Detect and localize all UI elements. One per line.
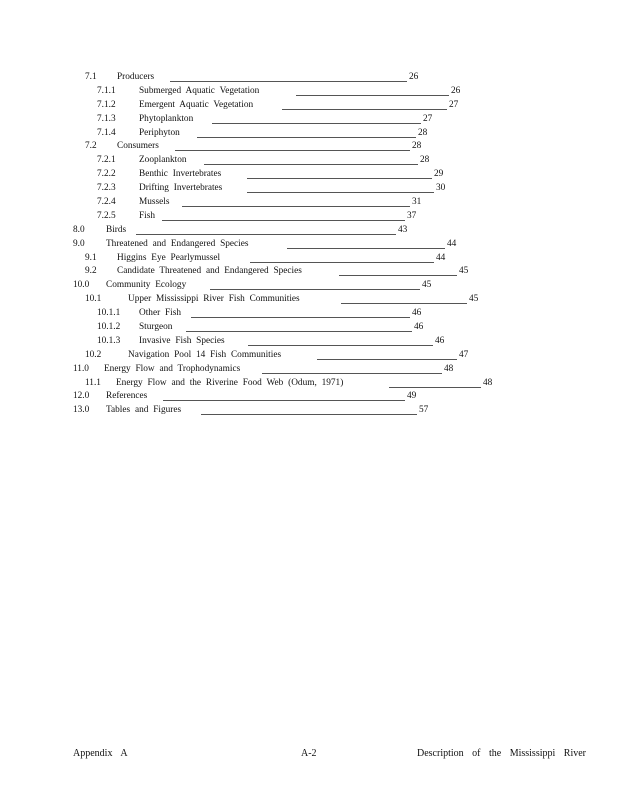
toc-section-title: Fish: [139, 210, 156, 221]
toc-section-number: 10.0: [73, 280, 90, 291]
toc-leader-line: [339, 275, 457, 276]
toc-section-title: Other Fish: [139, 308, 182, 319]
toc-section-title: Submerged Aquatic Vegetation: [139, 85, 260, 96]
footer-document-title: Description of the Mississippi River: [417, 748, 586, 759]
toc-page-number: 27: [449, 99, 459, 110]
toc-page-number: 57: [419, 405, 429, 416]
toc-leader-line: [287, 248, 445, 249]
toc-section-title: Energy Flow and the Riverine Food Web (Odum, 1971): [116, 377, 344, 388]
toc-section-number: 12.0: [73, 391, 90, 402]
toc-leader-line: [341, 303, 467, 304]
toc-entry: [0, 307, 618, 321]
toc-entry: [0, 363, 618, 377]
toc-entry: [0, 404, 618, 418]
toc-entry: [0, 390, 618, 404]
toc-page-number: 37: [407, 210, 417, 221]
toc-section-title: Birds: [106, 224, 127, 235]
toc-entry: [0, 113, 618, 127]
toc-section-title: Invasive Fish Species: [139, 335, 225, 346]
toc-entry: [0, 85, 618, 99]
toc-section-number: 13.0: [73, 405, 90, 416]
toc-entry: [0, 377, 618, 391]
toc-section-title: Drifting Invertebrates: [139, 183, 223, 194]
toc-entry: [0, 224, 618, 238]
toc-section-title: Tables and Figures: [106, 405, 182, 416]
toc-leader-line: [186, 331, 412, 332]
toc-page-number: 30: [436, 183, 446, 194]
toc-leader-line: [170, 81, 407, 82]
footer-page-number: A-2: [301, 748, 317, 759]
toc-entry: [0, 182, 618, 196]
toc-section-number: 10.1.2: [97, 322, 121, 333]
toc-leader-line: [136, 234, 396, 235]
toc-page-number: 48: [444, 363, 454, 374]
toc-leader-line: [210, 289, 420, 290]
toc-leader-line: [317, 359, 457, 360]
toc-section-number: 7.2.4: [97, 197, 116, 208]
toc-section-number: 7.2: [85, 141, 97, 152]
toc-entry: [0, 196, 618, 210]
toc-leader-line: [201, 414, 417, 415]
toc-section-title: Higgins Eye Pearlymussel: [117, 252, 221, 263]
toc-section-title: References: [106, 391, 148, 402]
toc-leader-line: [389, 387, 481, 388]
toc-section-number: 7.1: [85, 72, 97, 82]
toc-leader-line: [248, 345, 433, 346]
toc-section-number: 8.0: [73, 224, 85, 235]
toc-page-number: 45: [459, 266, 469, 277]
toc-page-number: 44: [436, 252, 446, 263]
toc-section-number: 9.0: [73, 238, 85, 249]
toc-section-title: Phytoplankton: [139, 113, 194, 124]
toc-section-title: Consumers: [117, 141, 159, 152]
toc-section-number: 10.1.3: [97, 335, 121, 346]
toc-section-title: Emergent Aquatic Vegetation: [139, 99, 254, 110]
toc-entry: [0, 168, 618, 182]
toc-page-number: 27: [423, 113, 433, 124]
toc-leader-line: [175, 150, 410, 151]
toc-entry: [0, 140, 618, 154]
toc-entry: [0, 154, 618, 168]
toc-leader-line: [162, 220, 405, 221]
toc-entry: [0, 349, 618, 363]
toc-section-title: Benthic Invertebrates: [139, 169, 222, 180]
toc-page-number: 45: [422, 280, 432, 291]
toc-leader-line: [247, 192, 434, 193]
toc-section-title: Zooplankton: [139, 155, 187, 166]
toc-page-number: 43: [398, 224, 408, 235]
toc-page-number: 46: [412, 308, 422, 319]
toc-section-title: Navigation Pool 14 Fish Communities: [128, 349, 282, 360]
toc-entry: [0, 238, 618, 252]
toc-leader-line: [212, 123, 421, 124]
toc-entry: [0, 252, 618, 266]
footer-appendix-label: Appendix A: [73, 748, 128, 759]
toc-section-title: Upper Mississippi River Fish Communities: [128, 294, 300, 305]
toc-section-number: 7.2.3: [97, 183, 116, 194]
toc-section-number: 7.2.5: [97, 210, 116, 221]
toc-section-number: 11.0: [73, 363, 89, 374]
toc-section-number: 9.1: [85, 252, 97, 263]
toc-page-number: 47: [459, 349, 469, 360]
toc-leader-line: [191, 317, 410, 318]
toc-page-number: 46: [414, 322, 424, 333]
toc-section-number: 10.1.1: [97, 308, 121, 319]
toc-section-title: Energy Flow and Trophodynamics: [104, 363, 241, 374]
toc-section-title: Mussels: [139, 197, 170, 208]
toc-section-number: 7.1.2: [97, 99, 116, 110]
toc-page-number: 28: [412, 141, 422, 152]
toc-page-number: 46: [435, 335, 445, 346]
toc-page-number: 26: [409, 72, 419, 82]
toc-page-number: 28: [420, 155, 430, 166]
toc-section-title: Producers: [117, 72, 155, 82]
toc-page-number: 31: [412, 197, 422, 208]
toc-page-number: 29: [434, 169, 444, 180]
toc-page-number: 49: [407, 391, 417, 402]
toc-page-number: 28: [418, 127, 428, 138]
toc-entry: [0, 99, 618, 113]
toc-section-number: 7.1.4: [97, 127, 116, 138]
table-of-contents: [0, 71, 618, 418]
toc-leader-line: [204, 164, 418, 165]
toc-leader-line: [250, 262, 434, 263]
toc-leader-line: [296, 95, 449, 96]
toc-leader-line: [182, 206, 410, 207]
toc-leader-line: [197, 137, 416, 138]
toc-entry: [0, 265, 618, 279]
toc-section-number: 10.2: [85, 349, 102, 360]
toc-leader-line: [262, 373, 442, 374]
toc-section-number: 11.1: [85, 377, 101, 388]
toc-section-number: 7.1.3: [97, 113, 116, 124]
toc-section-title: Candidate Threatened and Endangered Species: [117, 266, 302, 277]
toc-entry: [0, 210, 618, 224]
toc-page-number: 44: [447, 238, 457, 249]
toc-section-number: 10.1: [85, 294, 102, 305]
toc-leader-line: [247, 178, 432, 179]
toc-leader-line: [163, 400, 405, 401]
toc-page-number: 26: [451, 85, 461, 96]
toc-page-number: 45: [469, 294, 479, 305]
toc-section-number: 7.1.1: [97, 85, 116, 96]
toc-entry: [0, 127, 618, 141]
page-footer: [0, 748, 618, 762]
toc-section-title: Periphyton: [139, 127, 180, 138]
toc-entry: [0, 279, 618, 293]
toc-section-title: Community Ecology: [106, 280, 187, 291]
toc-leader-line: [282, 109, 447, 110]
toc-section-title: Threatened and Endangered Species: [106, 238, 249, 249]
toc-section-number: 7.2.1: [97, 155, 116, 166]
toc-section-number: 7.2.2: [97, 169, 116, 180]
toc-entry: [0, 71, 618, 85]
toc-entry: [0, 335, 618, 349]
toc-page-number: 48: [483, 377, 493, 388]
toc-section-number: 9.2: [85, 266, 97, 277]
toc-entry: [0, 321, 618, 335]
toc-section-title: Sturgeon: [139, 322, 173, 333]
toc-entry: [0, 293, 618, 307]
